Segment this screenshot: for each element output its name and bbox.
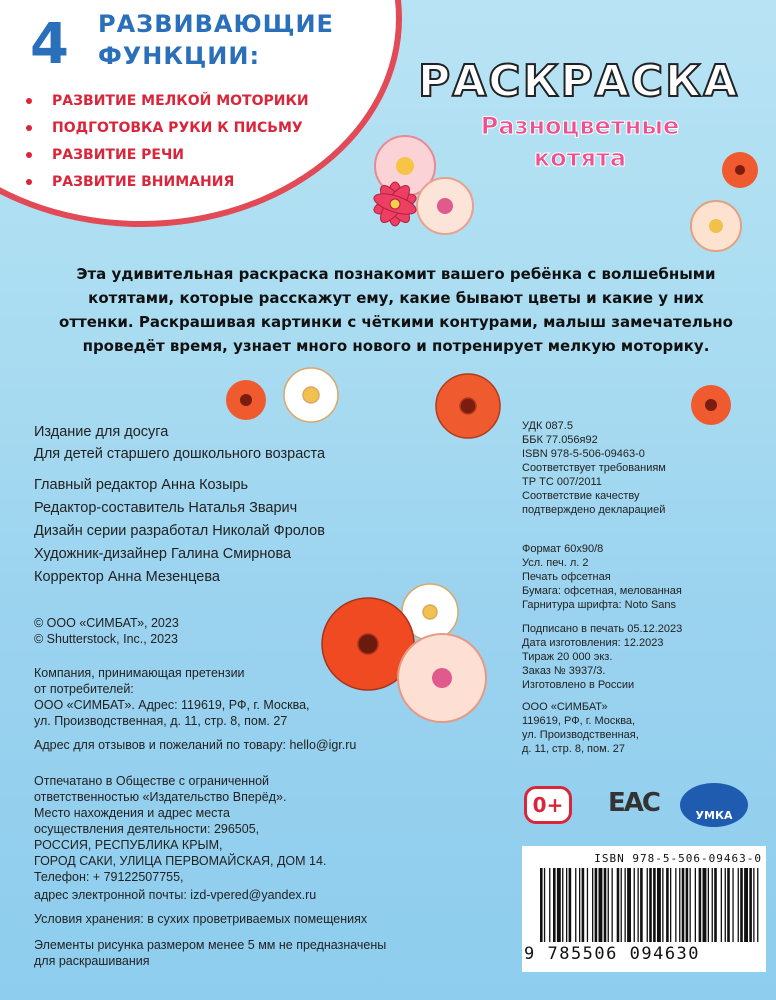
description: Эта удивительная раскраска познакомит вашего ребёнка с волшебными котятами, которые расскажут ему, какие бывают цветы и какие у них оттенки. Раскрашивая картинки с чёткими контурами, малыш замечательно проведёт время, узнает много нового и потренирует мелкую моторику. bbox=[59, 265, 733, 355]
barcode-icon bbox=[540, 868, 760, 942]
credit-line: Главный редактор Анна Козырь bbox=[34, 477, 249, 493]
classification-line: ББК 77.056я92 bbox=[522, 434, 598, 446]
classification-line: Соответствует требованиям bbox=[522, 462, 666, 474]
flower-icon bbox=[686, 196, 746, 256]
printer-line: ГОРОД САКИ, УЛИЦА ПЕРВОМАЙСКАЯ, ДОМ 14. bbox=[34, 854, 327, 868]
subtitle-line1: Разноцветные bbox=[480, 112, 680, 140]
edition-line: Для детей старшего дошкольного возраста bbox=[34, 446, 326, 462]
flower-icon bbox=[432, 370, 504, 442]
publisher-line: д. 11, стр. 8, пом. 27 bbox=[522, 743, 626, 755]
subtitle-line2: котята bbox=[533, 144, 627, 172]
credit-line: Корректор Анна Мезенцева bbox=[34, 569, 220, 585]
printer-line: РОССИЯ, РЕСПУБЛИКА КРЫМ, bbox=[34, 838, 223, 852]
brand-title: РАСКРАСКА bbox=[418, 56, 740, 107]
printing-line: Изготовлено в России bbox=[522, 679, 635, 691]
classification-line: ISBN 978-5-506-09463-0 bbox=[522, 448, 645, 460]
publisher-logo: УМКА bbox=[680, 783, 748, 827]
flower-icon bbox=[220, 374, 272, 426]
classification-line: Соответствие качеству bbox=[522, 490, 640, 502]
printer-line: Место нахождения и адрес места bbox=[34, 806, 230, 820]
feature-item: ПОДГОТОВКА РУКИ К ПИСЬМУ bbox=[26, 120, 303, 136]
flower-cluster-middle-icon bbox=[320, 582, 520, 742]
format-line: Печать офсетная bbox=[522, 571, 611, 583]
flower-cluster-top-icon bbox=[355, 126, 485, 246]
printing-line: Дата изготовления: 12.2023 bbox=[522, 637, 664, 649]
feature-item: РАЗВИТИЕ РЕЧИ bbox=[26, 147, 184, 163]
feedback-line: Адрес для отзывов и пожеланий по товару: hello@igr.ru bbox=[34, 738, 357, 752]
format-line: Гарнитура шрифта: Noto Sans bbox=[522, 599, 677, 611]
claims-line: от потребителей: bbox=[34, 682, 134, 696]
copyright-line: © Shutterstock, Inc., 2023 bbox=[34, 632, 179, 646]
age-rating-badge: 0+ bbox=[524, 786, 572, 824]
publisher-line: ул. Производственная, bbox=[522, 729, 639, 741]
classification-line: подтверждено декларацией bbox=[522, 504, 666, 516]
edition-line: Издание для досуга bbox=[34, 424, 169, 440]
publisher-line: 119619, РФ, г. Москва, bbox=[522, 715, 636, 727]
storage-line: Условия хранения: в сухих проветриваемых помещениях bbox=[34, 912, 368, 926]
eac-mark-icon: EAC bbox=[608, 788, 659, 818]
classification-line: УДК 087.5 bbox=[522, 420, 573, 432]
format-line: Бумага: офсетная, мелованная bbox=[522, 585, 682, 597]
credit-line: Художник-дизайнер Галина Смирнова bbox=[34, 546, 292, 562]
claims-line: ООО «СИМБАТ». Адрес: 119619, РФ, г. Москва, bbox=[34, 698, 310, 712]
printer-line: Телефон: + 79122507755, bbox=[34, 870, 184, 884]
classification-line: ТР ТС 007/2011 bbox=[522, 476, 602, 488]
features-number: 4 bbox=[30, 12, 69, 77]
printing-line: Тираж 20 000 экз. bbox=[522, 651, 613, 663]
printer-line: осуществления деятельности: 296505, bbox=[34, 822, 260, 836]
daisy-icon bbox=[280, 364, 342, 426]
format-line: Усл. печ. л. 2 bbox=[522, 557, 589, 569]
printing-line: Заказ № 3937/3. bbox=[522, 665, 606, 677]
feature-item: РАЗВИТИЕ ВНИМАНИЯ bbox=[26, 174, 234, 190]
printing-line: Подписано в печать 05.12.2023 bbox=[522, 623, 683, 635]
publisher-line: ООО «СИМБАТ» bbox=[522, 701, 608, 713]
credit-line: Дизайн серии разработал Николай Фролов bbox=[34, 523, 325, 539]
flower-icon bbox=[686, 380, 736, 430]
printer-line: ответственностью «Издательство Вперёд». bbox=[34, 790, 287, 804]
copyright-line: © ООО «СИМБАТ», 2023 bbox=[34, 616, 179, 630]
flower-icon bbox=[716, 146, 764, 194]
feature-item: РАЗВИТИЕ МЕЛКОЙ МОТОРИКИ bbox=[26, 93, 309, 109]
features-title-line2: ФУНКЦИИ: bbox=[98, 42, 261, 70]
credit-line: Редактор-составитель Наталья Зварич bbox=[34, 500, 298, 516]
features-title-line1: РАЗВИВАЮЩИЕ bbox=[98, 10, 334, 38]
claims-line: Компания, принимающая претензии bbox=[34, 666, 245, 680]
printer-line: адрес электронной почты: izd-vpered@yandex.ru bbox=[34, 888, 317, 902]
warning-line: Элементы рисунка размером менее 5 мм не предназначены bbox=[34, 938, 387, 952]
barcode-isbn: ISBN 978-5-506-09463-0 bbox=[594, 852, 762, 865]
printer-line: Отпечатано в Обществе с ограниченной bbox=[34, 774, 270, 788]
format-line: Формат 60x90/8 bbox=[522, 543, 604, 555]
barcode-number: 9 785506 094630 bbox=[524, 944, 701, 964]
warning-line: для раскрашивания bbox=[34, 954, 150, 968]
claims-line: ул. Производственная, д. 11, стр. 8, пом. 27 bbox=[34, 714, 288, 728]
